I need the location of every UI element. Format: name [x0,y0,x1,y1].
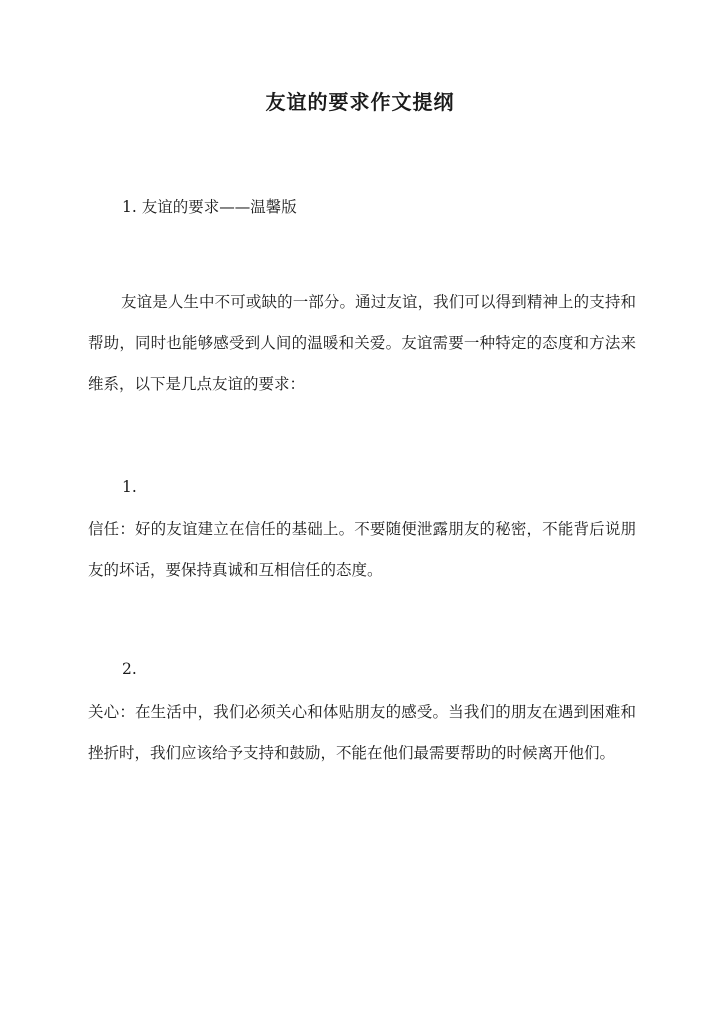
item-paragraph-2: 关心：在生活中，我们必须关心和体贴朋友的感受。当我们的朋友在遇到困难和挫折时，我们应该给予支持和鼓励，不能在他们最需要帮助的时候离开他们。 [88,703,636,762]
item-number-2: 2. [122,660,137,678]
document-title: 友谊的要求作文提纲 [265,90,455,114]
item-number-1: 1. [122,478,137,496]
item-paragraph-1: 信任：好的友谊建立在信任的基础上。不要随便泄露朋友的秘密，不能背后说朋友的坏话，要保持真诚和互相信任的态度。 [88,520,636,579]
section-heading: 1. 友谊的要求——温馨版 [122,198,297,216]
intro-paragraph: 友谊是人生中不可或缺的一部分。通过友谊，我们可以得到精神上的支持和帮助，同时也能够感受到人间的温暖和关爱。友谊需要一种特定的态度和方法来维系，以下是几点友谊的要求： [88,293,636,393]
